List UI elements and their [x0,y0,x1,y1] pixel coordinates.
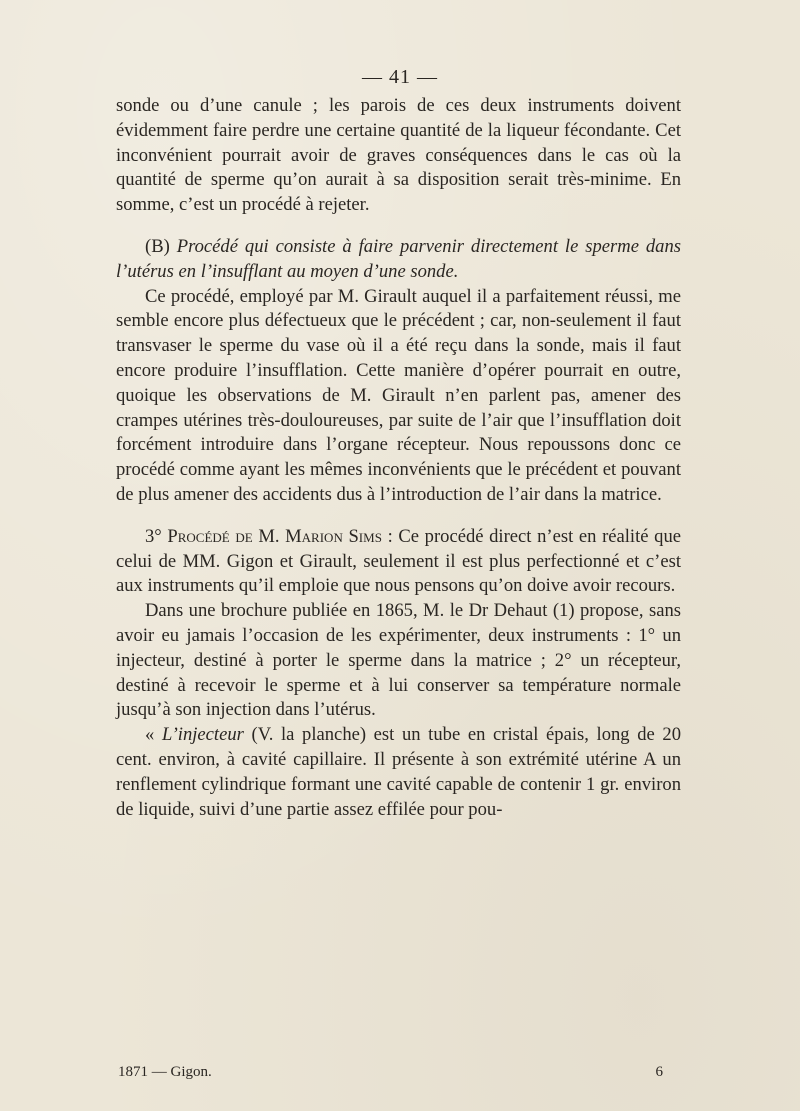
section-3-title: Procédé de M. Marion Sims [167,525,382,547]
heading-b-label: (B) [145,235,170,257]
injecteur-paragraph [116,723,681,822]
section-3-paragraph [116,525,681,599]
page-number: — 41 — [362,66,438,88]
section-3-number: 3° [145,525,162,547]
paragraph-2: Ce procédé, employé par M. Girault auquel il a parfaitement réussi, me semble encore plus défectueux que le précédent ; car, non-seulement il faut transvaser le sperme du vase où il a été reçu dans la sonde, mais il faut encore produire l’insufflation. Cette manière d’opérer pourrait en outre, quoique les observations de M. Girault n’en parlent pas, amener des crampes utérines très-douloureuses, par suite de l’air que l’insufflation doit forcément introduire dans l’organe récepteur. Nous repoussons donc ce procédé comme ayant les mêmes inconvénients que le précédent et pouvant de plus amener des accidents dus à l’introduction de l’air dans la matrice. [116,285,681,505]
injecteur-term: L’injecteur [161,724,244,746]
sheet-number: 6 [655,1064,663,1080]
section-heading-b [116,235,681,285]
printer-signature: 1871 — Gigon. [118,1064,212,1080]
open-quote: « [145,724,162,746]
section-3-text: : Ce procédé direct n’est en réalité que celui de MM. Gigon et Girault, seulement il est plus perfectionné et c’est aux instruments qu’il emploie que nous pensons qu’on doive avoir recours. [116,525,681,597]
paragraph-1: sonde ou d’une canule ; les parois de ces deux instruments doivent évidemment faire perdre une certaine quantité de la liqueur fécondante. Cet inconvénient pourrait avoir de graves conséquences dans le cas où la quantité de sperme qu’on aurait à sa disposition serait très-minime. En somme, c’est un procédé à rejeter. [116,95,681,216]
heading-b-text: Procédé qui consiste à faire parvenir directement le sperme dans l’utérus en l’insufflant au moyen d’une sonde. [116,235,681,282]
paragraph-3: Dans une brochure publiée en 1865, M. le Dr Dehaut (1) propose, sans avoir eu jamais l’occasion de les expérimenter, deux instruments : 1° un injecteur, destiné à porter le sperme dans la matrice ; 2° un récepteur, destiné à recevoir le sperme et à lui conserver sa température normale jusqu’à son injection dans l’utérus. [116,600,681,721]
body-text [116,94,681,822]
injecteur-text: la planche) est un tube en cristal épais, long de 20 cent. environ, à cavité capillaire. Il présente à son extrémité utérine A un renflement cylindrique formant une cavité capable de contenir 1 gr. environ de liquide, suivi d’une partie assez effilée pour pou- [116,724,681,820]
injecteur-ref: (V. [243,724,274,746]
